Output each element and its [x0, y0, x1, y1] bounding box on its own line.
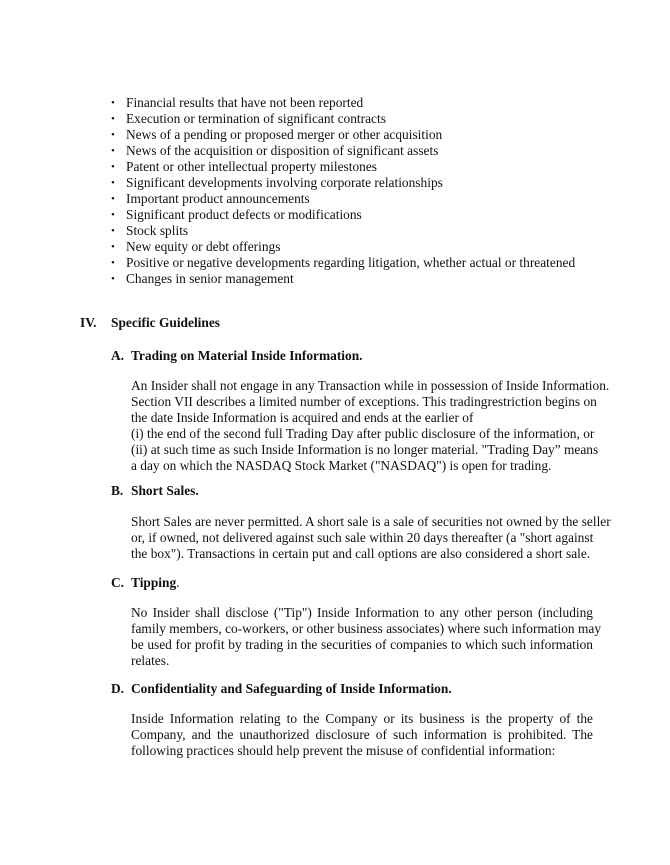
paragraph-line: relates. [131, 653, 170, 668]
subsection-letter: B. [111, 483, 124, 498]
list-item [108, 175, 575, 191]
list-item [108, 239, 575, 255]
list-item [108, 127, 575, 143]
section-heading [80, 315, 220, 331]
material-information-bullet-list [108, 95, 575, 287]
list-item-text: News of the acquisition or disposition of significant assets [126, 143, 439, 158]
bullet-icon: • [111, 113, 115, 125]
list-item [108, 207, 575, 223]
paragraph-line: (ii) at such time as such Inside Information is no longer material. "Trading Day” means [131, 442, 599, 457]
bullet-icon: • [111, 145, 115, 157]
paragraph-line: (i) the end of the second full Trading Day after public disclosure of the information, or [131, 426, 595, 441]
paragraph-line: Short Sales are never permitted. A short sale is a sale of securities not owned by the seller [131, 514, 611, 529]
subsection-title: Trading on Material Inside Information. [131, 348, 363, 363]
list-item [108, 143, 575, 159]
subsection-d-paragraph [131, 711, 593, 759]
subsection-letter: C. [111, 575, 125, 590]
paragraph-line: following practices should help prevent the misuse of confidential information: [131, 743, 556, 758]
subsection-heading-c [111, 575, 180, 591]
subsection-heading-d [111, 681, 452, 697]
paragraph-line: a day on which the NASDAQ Stock Market ("NASDAQ") is open for trading. [131, 458, 552, 473]
bullet-icon: • [111, 257, 115, 269]
list-item [108, 223, 575, 239]
bullet-icon: • [111, 177, 115, 189]
bullet-icon: • [111, 209, 115, 221]
paragraph-line: An Insider shall not engage in any Transaction while in possession of Inside Information. [131, 378, 610, 393]
subsection-letter: A. [111, 348, 125, 363]
subsection-heading-b [111, 483, 199, 499]
subsection-title: Tipping [131, 575, 177, 590]
list-item-text: Changes in senior management [126, 271, 294, 286]
bullet-icon: • [111, 129, 115, 141]
paragraph-line: No Insider shall disclose ("Tip") Inside Information to any other person (including [131, 605, 593, 620]
paragraph-line: family members, co-workers, or other business associates) where such information may [131, 621, 602, 636]
paragraph-line: be used for profit by trading in the securities of companies to which such information [131, 637, 593, 652]
bullet-icon: • [111, 161, 115, 173]
subsection-b-paragraph [131, 514, 611, 562]
subsection-heading-a [111, 348, 363, 364]
list-item-text: Stock splits [126, 223, 189, 238]
bullet-icon: • [111, 193, 115, 205]
list-item [108, 159, 575, 175]
list-item-text: Financial results that have not been reported [126, 95, 364, 110]
bullet-icon: • [111, 225, 115, 237]
subsection-c-paragraph [131, 605, 602, 669]
paragraph-line: the box"). Transactions in certain put and call options are also considered a short sale. [131, 546, 591, 561]
list-item [108, 95, 575, 111]
section-number: IV. [80, 315, 97, 330]
list-item [108, 255, 575, 271]
list-item-text: New equity or debt offerings [126, 239, 281, 254]
list-item-text: News of a pending or proposed merger or other acquisition [126, 127, 443, 142]
list-item-text: Important product announcements [126, 191, 310, 206]
paragraph-line: or, if owned, not delivered against such sale within 20 days thereafter (a "short against [131, 530, 594, 545]
list-item [108, 111, 575, 127]
subsection-title: Confidentiality and Safeguarding of Inside Information. [131, 681, 452, 696]
bullet-icon: • [111, 97, 115, 109]
bullet-icon: • [111, 241, 115, 253]
list-item-text: Significant product defects or modifications [126, 207, 362, 222]
list-item-text: Patent or other intellectual property milestones [126, 159, 378, 174]
paragraph-line: Inside Information relating to the Company or its business is the property of the [131, 711, 593, 726]
list-item-text: Positive or negative developments regarding litigation, whether actual or threatened [126, 255, 576, 270]
list-item [108, 191, 575, 207]
subsection-title-suffix: . [176, 575, 180, 590]
subsection-letter: D. [111, 681, 125, 696]
paragraph-line: Company, and the unauthorized disclosure of such information is prohibited. The [131, 727, 593, 742]
bullet-icon: • [111, 273, 115, 285]
paragraph-line: Section VII describes a limited number of exceptions. This tradingrestriction begins on [131, 394, 597, 409]
paragraph-line: the date Inside Information is acquired and ends at the earlier of [131, 410, 474, 425]
subsection-title: Short Sales. [131, 483, 199, 498]
list-item [108, 271, 575, 287]
subsection-a-paragraph [131, 378, 610, 474]
list-item-text: Execution or termination of significant contracts [126, 111, 386, 126]
section-title: Specific Guidelines [111, 315, 220, 330]
list-item-text: Significant developments involving corporate relationships [126, 175, 443, 190]
